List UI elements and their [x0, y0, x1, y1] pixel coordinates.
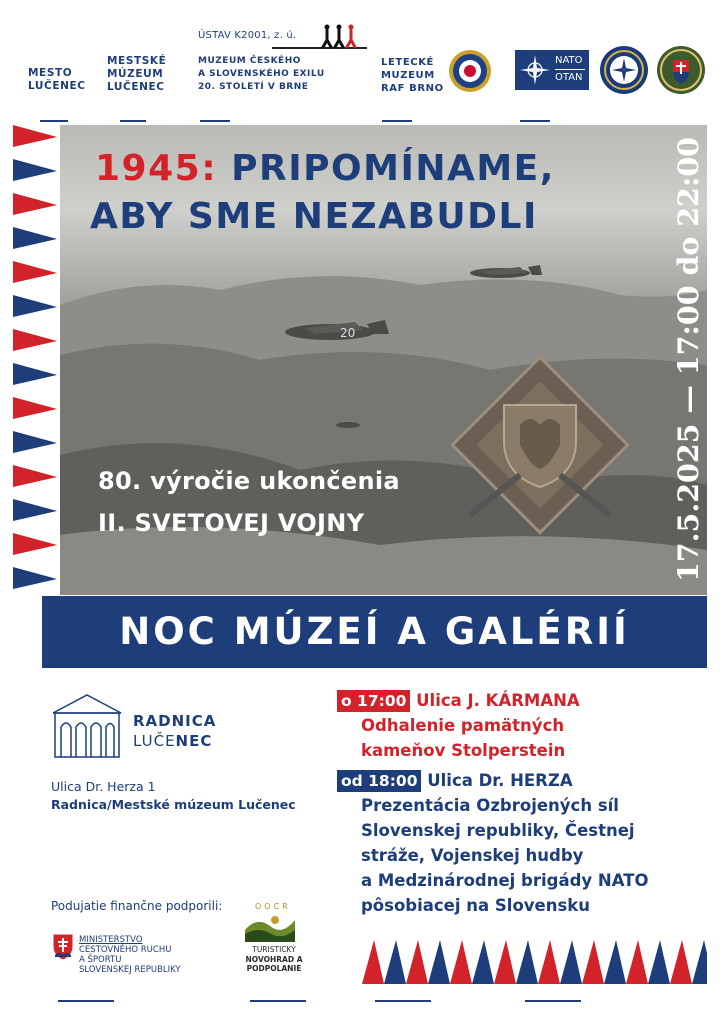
event-2-time: od 18:00: [337, 770, 421, 792]
date-time-vertical: [660, 130, 710, 590]
flag-triangle-bottom: [428, 940, 450, 984]
otan-label: OTAN: [555, 72, 583, 83]
event-2: [337, 768, 649, 918]
event-2-desc-5: pôsobiacej na Slovensku: [361, 896, 591, 915]
venue-place: Radnica/Mestské múzeum Lučenec: [51, 797, 296, 812]
ministry-text: MINISTERSTVO CESTOVNÉHO RUCHU A ŠPORTU SLOVENSKEJ REPUBLIKY: [79, 935, 181, 975]
nato-emblem-icon: [599, 45, 649, 95]
flag-triangle-bottom: [450, 940, 472, 984]
flag-triangle-bottom: [648, 940, 670, 984]
event-2-desc-2: Slovenskej republiky, Čestnej: [361, 821, 635, 840]
event-1-desc-1: Odhalenie pamätných: [361, 716, 565, 735]
flag-triangle-bottom: [406, 940, 428, 984]
header-underline-4: [382, 120, 412, 122]
subtitle-line-1: 80. výročie ukončenia: [98, 467, 400, 495]
subtitle-line-2: II. SVETOVEJ VOJNY: [98, 509, 365, 537]
flag-zigzag-strip: [13, 125, 61, 595]
oocr-label: OOCR: [255, 902, 291, 911]
flag-triangle-bottom: [604, 940, 626, 984]
svg-text:20: 20: [340, 326, 356, 340]
event-2-desc-1: Prezentácia Ozbrojených síl: [361, 796, 619, 815]
event-1-location: Ulica J. KÁRMANA: [416, 691, 580, 710]
event-2-location: Ulica Dr. HERZA: [427, 771, 573, 790]
event-1-desc-2: kameňov Stolperstein: [361, 741, 566, 760]
flag-triangle-bottom: [670, 940, 692, 984]
event-banner: [42, 596, 707, 668]
event-2-desc-4: a Medzinárodnej brigády NATO: [361, 871, 649, 890]
flag-triangle-bottom: [472, 940, 494, 984]
header-underline-3: [200, 120, 230, 122]
venue-name-1: RADNICA: [133, 712, 217, 730]
footer-underline-1: [58, 1000, 114, 1002]
header-underline-2: [120, 120, 146, 122]
distant-plane-icon: [336, 422, 360, 428]
date-time-text: 17.5.2025 — 17:00 do 22:00: [672, 144, 705, 582]
logo-mestske-muzeum: MESTSKÉ MÚZEUM LUČENEC: [107, 55, 167, 93]
header-underline-5: [520, 120, 550, 122]
flag-triangle-bottom: [582, 940, 604, 984]
nato-compass-icon: [519, 54, 551, 86]
header-underline-1: [40, 120, 68, 122]
event-1: [337, 688, 580, 763]
flag-triangle-bottom: [516, 940, 538, 984]
flag-triangle-bottom: [692, 940, 707, 984]
logo-mesto-lucenec: MESTO LUČENEC: [28, 67, 86, 92]
nato-label: NATO: [555, 55, 583, 66]
flag-stripe-bottom: [362, 940, 707, 984]
venue-street: Ulica Dr. Herza 1: [51, 779, 156, 794]
venue-name-2: LUČENEC: [133, 732, 213, 750]
walking-figures-icon: [272, 24, 367, 54]
nato-logo: [515, 50, 589, 90]
title-line-2: ABY SME NEZABUDLI: [90, 196, 538, 237]
fighter-plane-icon-2: [470, 265, 542, 278]
logo-letecke-muzeum: LETECKÉ MUZEUM RAF BRNO: [381, 57, 444, 94]
title-line-1: 1945: PRIPOMÍNAME,: [95, 148, 555, 189]
flag-triangle-bottom: [384, 940, 406, 984]
town-hall-icon: [51, 693, 123, 759]
slovak-coat-of-arms-icon: [52, 933, 74, 961]
banner-title: NOC MÚZEÍ A GALÉRIÍ: [119, 610, 630, 653]
sponsors-label: Podujatie finančne podporili:: [51, 899, 223, 913]
raf-roundel-icon: [448, 49, 492, 93]
flag-triangle-bottom: [626, 940, 648, 984]
flag-triangle-bottom: [494, 940, 516, 984]
flag-triangle-bottom: [560, 940, 582, 984]
muzeum-exilu-text: MUZEUM ČESKÉHO A SLOVENSKÉHO EXILU 20. STOLETÍ V BRNE: [198, 56, 325, 92]
ustav-k2001-label: ÚSTAV K2001, z. ú.: [198, 30, 297, 41]
turisticky-text: TURISTICKÝ NOVOHRAD A PODPOLANIE: [245, 945, 303, 973]
oocr-landscape-icon: [245, 912, 295, 942]
footer-underline-2: [250, 1000, 306, 1002]
footer-underline-3: [375, 1000, 431, 1002]
event-2-desc-3: stráže, Vojenskej hudby: [361, 846, 584, 865]
flag-triangle-bottom: [538, 940, 560, 984]
event-1-time: o 17:00: [337, 690, 410, 712]
nato-divider: [555, 69, 585, 70]
military-emblem-icon: [656, 45, 706, 95]
footer-underline-4: [525, 1000, 581, 1002]
flag-triangle-bottom: [362, 940, 384, 984]
